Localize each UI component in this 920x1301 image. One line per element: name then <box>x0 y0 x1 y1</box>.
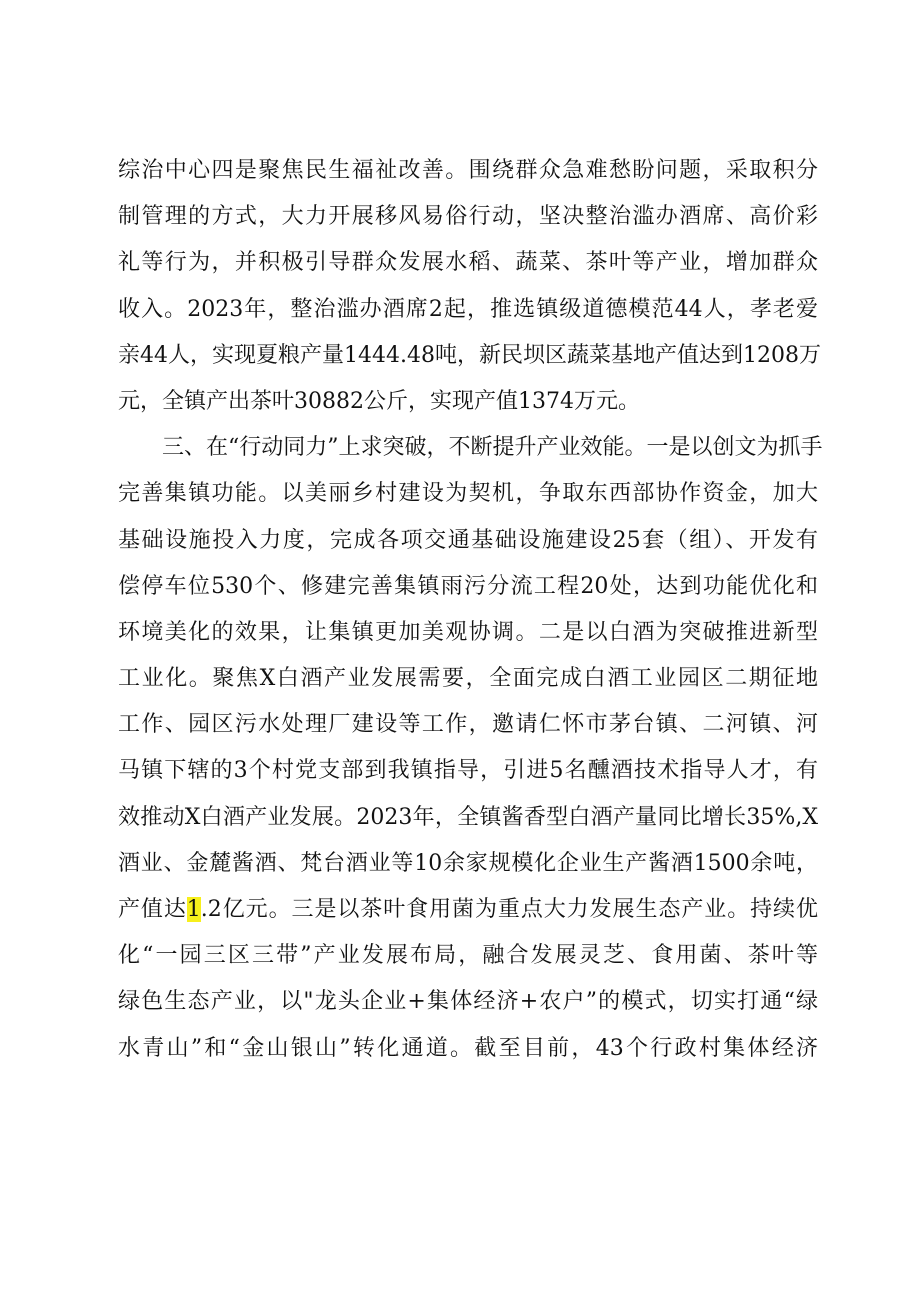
text-line: 马镇下辖的3个村党支部到我镇指导，引进5名醺酒技术指导人才，有 <box>118 758 818 784</box>
text-line: 完善集镇功能。以美丽乡村建设为契机，争取东西部协作资金，加大 <box>118 481 818 507</box>
highlighted-text: 1 <box>186 897 201 922</box>
text-line-with-highlight <box>118 887 818 933</box>
text-line: 效推动X白酒产业发展。2023年，全镇酱香型白酒产量同比增长35%,X <box>118 804 818 830</box>
text-segment: 产值达 <box>118 897 187 922</box>
text-line: 水青山”和“金山银山”转化通道。截至目前，43个行政村集体经济 <box>118 1035 818 1061</box>
text-line: 制管理的方式，大力开展移风易俗行动，坚决整治滥办酒席、高价彩 <box>118 204 818 230</box>
text-line: 工业化。聚焦X白酒产业发展需要，全面完成白酒工业园区二期征地 <box>118 666 818 692</box>
text-line: 礼等行为，并积极引导群众发展水稻、蔬菜、茶叶等产业，增加群众 <box>118 250 818 276</box>
text-line: 绿色生态产业，以"龙头企业+集体经济+农户”的模式，切实打通“绿 <box>118 989 818 1015</box>
text-line: 基础设施投入力度，完成各项交通基础设施建设25套（组）、开发有 <box>118 527 818 553</box>
text-line: 工作、园区污水处理厂建设等工作，邀请仁怀市茅台镇、二河镇、河 <box>118 712 818 738</box>
text-line: 亲44人，实现夏粮产量1444.48吨，新民坝区蔬菜基地产值达到1208万 <box>118 342 821 368</box>
text-line: 综治中心四是聚焦民生福祉改善。围绕群众急难愁盼问题，采取积分 <box>118 158 818 183</box>
text-line: 环境美化的效果，让集镇更加美观协调。二是以白酒为突破推进新型 <box>118 619 818 645</box>
text-line: 收入。2023年，整治滥办酒席2起，推选镇级道德模范44人，孝老爱 <box>118 296 818 322</box>
section-heading-line: 三、在“行动同力”上求突破，不断提升产业效能。一是以创文为抓手 <box>162 435 823 461</box>
text-line: 偿停车位530个、修建完善集镇雨污分流工程20处，达到功能优化和 <box>118 573 818 599</box>
text-line: 元，全镇产出茶叶30882公斤，实现产值1374万元。 <box>118 388 640 414</box>
body-text <box>118 148 823 1072</box>
text-line: 化“一园三区三带”产业发展布局，融合发展灵芝、食用菌、茶叶等 <box>118 943 818 969</box>
text-line: 酒业、金麓酱酒、梵台酒业等10余家规模化企业生产酱酒1500余吨， <box>118 850 818 876</box>
text-segment: .2亿元。三是以茶叶食用菌为重点大力发展生态产业。持续优 <box>200 897 818 922</box>
